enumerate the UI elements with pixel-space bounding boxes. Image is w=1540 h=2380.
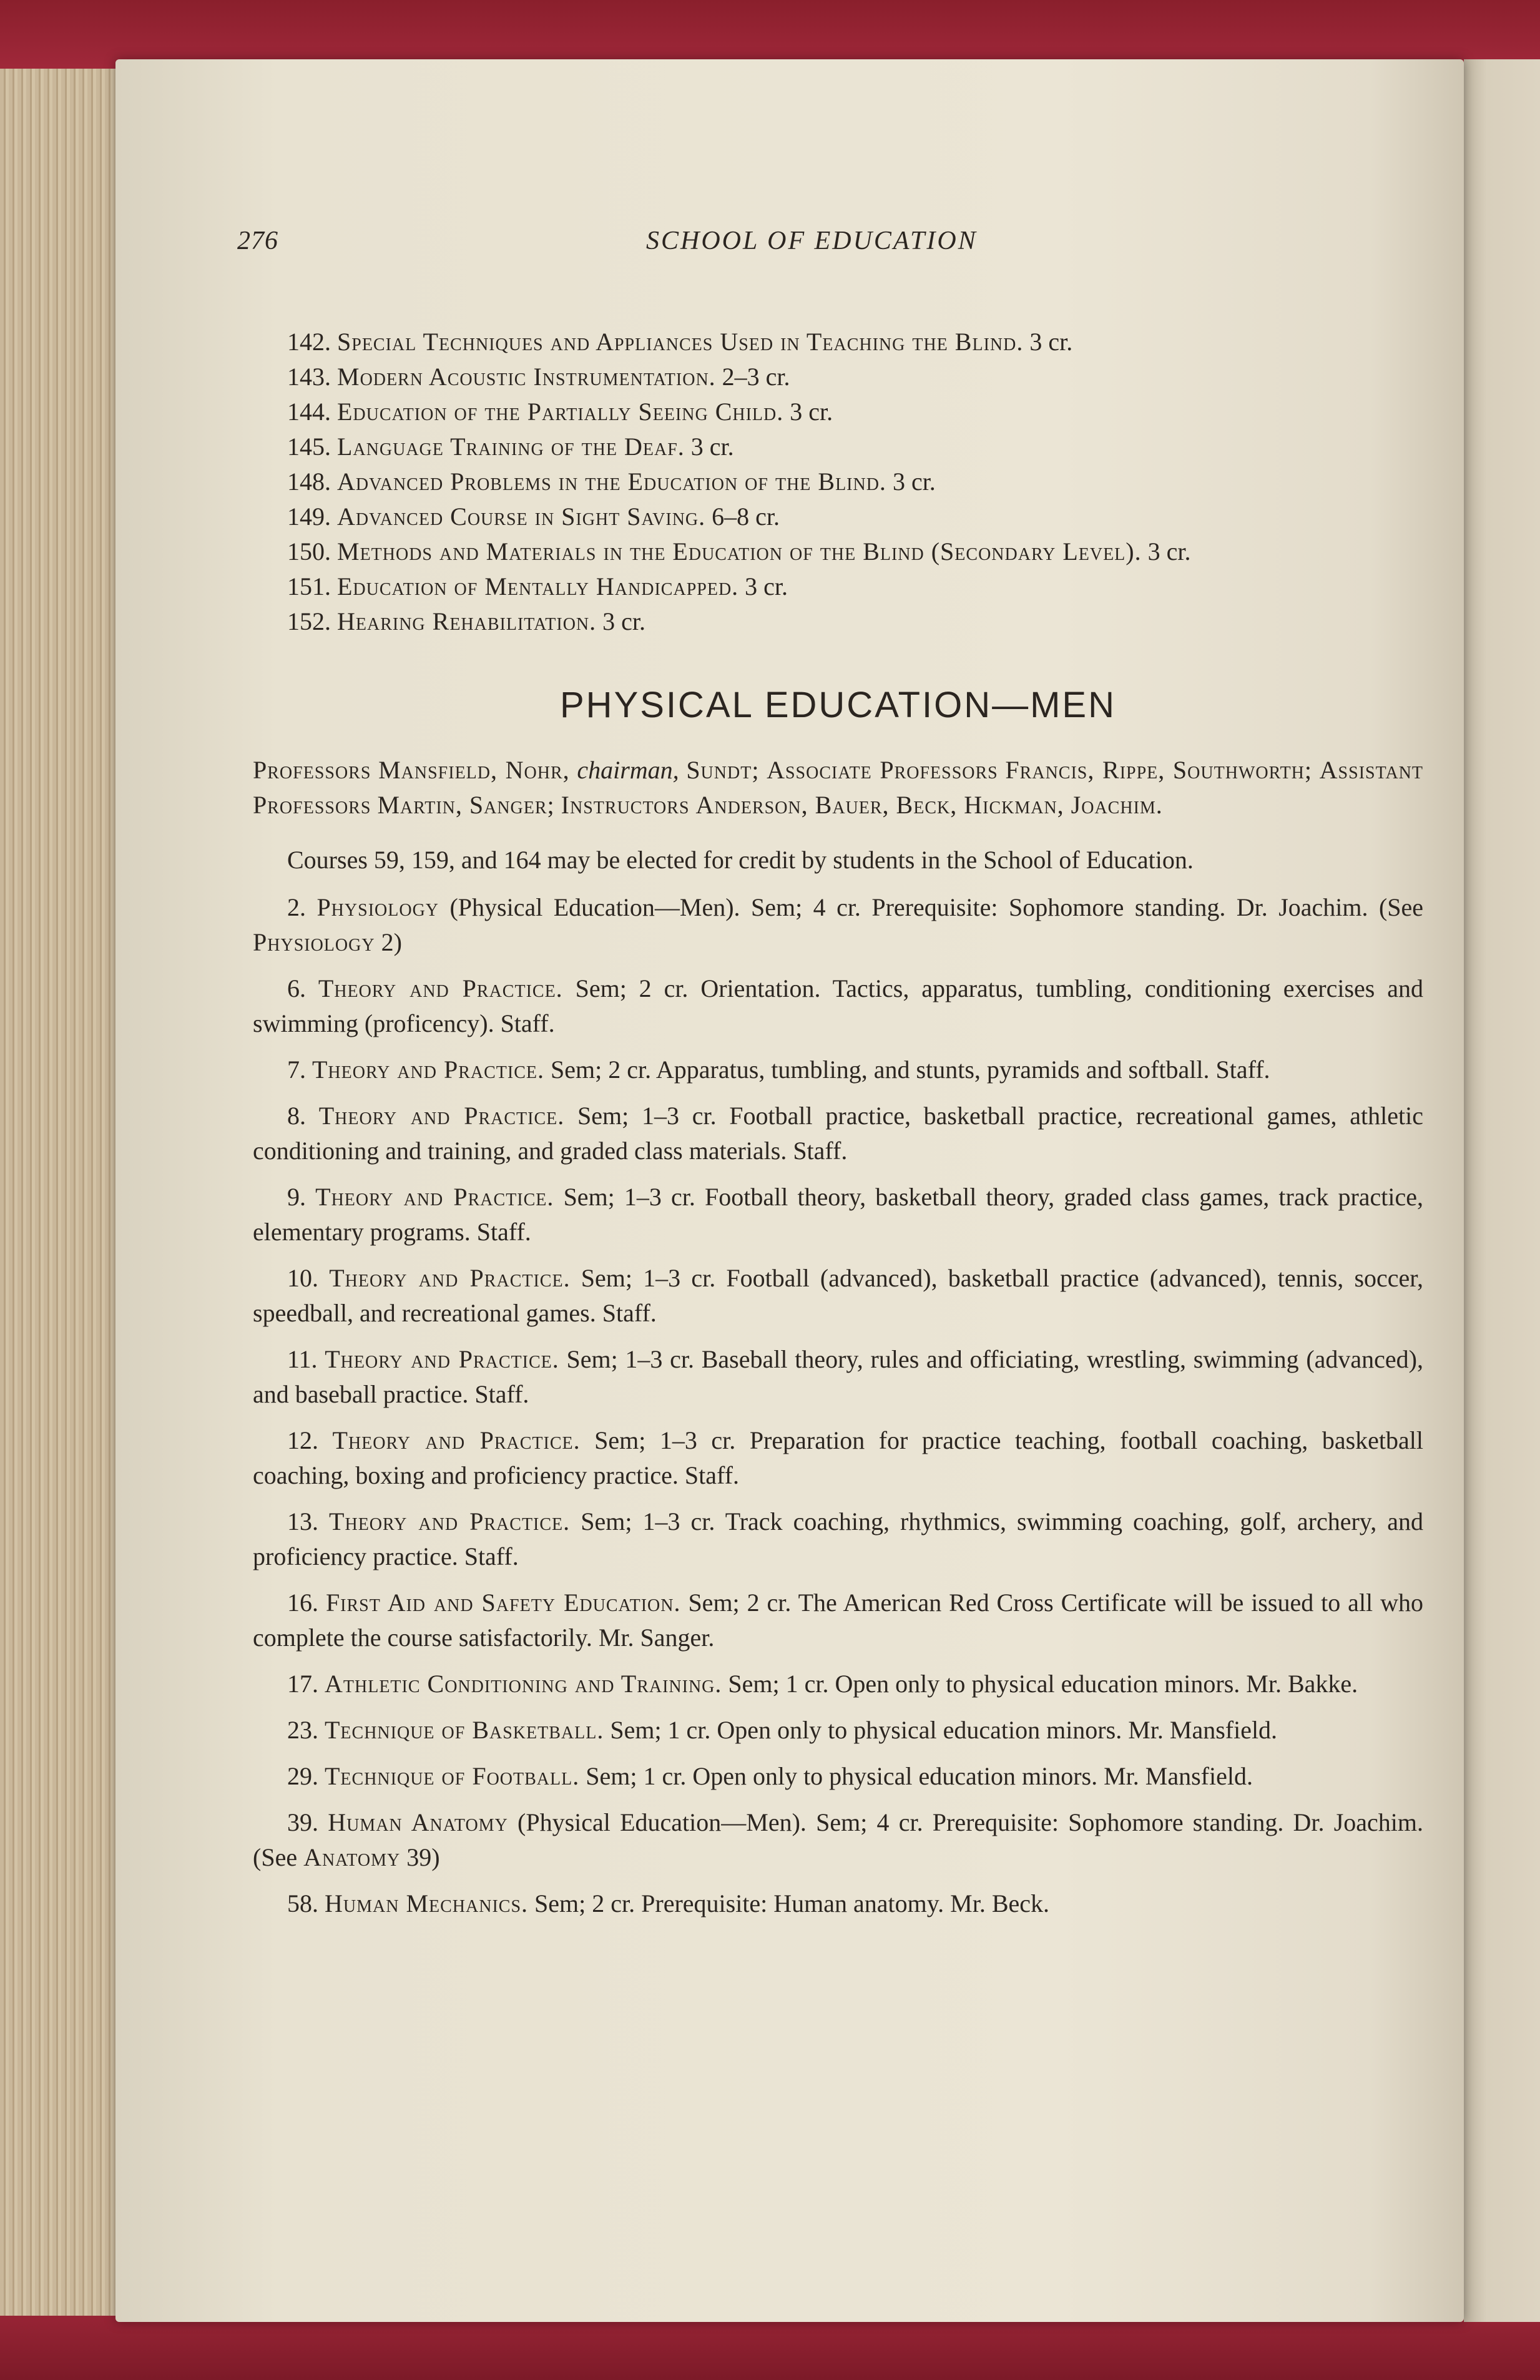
course-title: Advanced Course in Sight Saving. — [337, 502, 706, 531]
course-description: (Physical Education—Men). Sem; 4 cr. Prerequisite: Sophomore standing. Dr. Joachim. (See — [253, 1808, 1424, 1871]
course-title: Theory and Practice. — [332, 1426, 581, 1454]
list-item — [253, 604, 1423, 639]
course-number: 143. — [287, 363, 331, 391]
course-title: Athletic Conditioning and Training. — [325, 1670, 722, 1698]
course-reference: Anatomy — [303, 1843, 401, 1871]
course-title: Theory and Practice. — [329, 1507, 571, 1535]
course-credits: 3 cr. — [1029, 328, 1073, 356]
running-head — [237, 226, 1423, 263]
course-number: 142. — [287, 328, 331, 356]
facing-page-bleed — [1464, 59, 1540, 359]
course-title: Theory and Practice. — [312, 1055, 545, 1084]
course-description: Sem; 2 cr. Apparatus, tumbling, and stunts, pyramids and softball. Staff. — [551, 1055, 1270, 1084]
course-number: 6. — [287, 974, 306, 1002]
list-item — [253, 429, 1423, 464]
course-number: 23. — [287, 1716, 318, 1744]
course-reference-number: 39) — [406, 1843, 440, 1871]
list-item — [253, 1261, 1423, 1331]
list-item — [253, 325, 1423, 360]
faculty-label: Associate Professors — [767, 756, 998, 784]
course-title: Technique of Football. — [325, 1762, 580, 1790]
course-number: 2. — [287, 893, 306, 921]
list-item — [253, 1759, 1423, 1794]
course-number: 7. — [287, 1055, 306, 1084]
course-number: 150. — [287, 537, 331, 566]
course-title: Technique of Basketball. — [325, 1716, 604, 1744]
course-number: 58. — [287, 1889, 318, 1917]
facing-page-edge — [1464, 59, 1540, 2322]
page-number: 276 — [237, 227, 278, 255]
course-credits: 3 cr. — [602, 607, 646, 635]
course-description: Sem; 1–3 cr. Track coaching, rhythmics, swimming coaching, golf, archery, and proficiency practice. Staff. — [253, 1507, 1423, 1570]
list-item — [253, 1713, 1423, 1748]
course-title: Human Anatomy — [328, 1808, 508, 1836]
page-content — [253, 325, 1423, 1932]
faculty-names: Anderson, Bauer, Beck, Hickman, Joachim. — [695, 791, 1163, 819]
list-item — [253, 1886, 1423, 1921]
list-item — [253, 1052, 1423, 1087]
list-item — [253, 569, 1423, 604]
faculty-names: Francis, Rippe, Southworth; — [1005, 756, 1313, 784]
course-number: 13. — [287, 1507, 318, 1535]
faculty-label: Assistant Professors — [253, 756, 1424, 819]
course-title: Theory and Practice. — [318, 974, 563, 1002]
course-credits: 6–8 cr. — [712, 502, 780, 531]
course-description: Sem; 1 cr. Open only to physical education minors. Mr. Mansfield. — [610, 1716, 1278, 1744]
course-description: Sem; 1–3 cr. Football practice, basketball practice, recreational games, athletic conditioning and training, and graded class materials. Staff. — [253, 1102, 1424, 1165]
course-title: Education of Mentally Handicapped. — [337, 572, 739, 600]
course-credits: 3 cr. — [790, 398, 833, 426]
course-description: Sem; 1 cr. Open only to physical education minors. Mr. Bakke. — [728, 1670, 1358, 1698]
course-title: Theory and Practice. — [318, 1102, 565, 1130]
list-item — [253, 1504, 1423, 1574]
course-title: Physiology — [316, 893, 439, 921]
course-title: Human Mechanics. — [325, 1889, 529, 1917]
course-title: Methods and Materials in the Education of the Blind (Secondary Level). — [337, 537, 1142, 566]
list-item — [253, 1805, 1423, 1875]
list-item — [253, 1423, 1423, 1493]
faculty-names: Sundt; — [686, 756, 760, 784]
course-credits: 3 cr. — [892, 468, 936, 496]
faculty-names: Mansfield, Nohr, — [378, 756, 570, 784]
course-number: 17. — [287, 1670, 318, 1698]
list-item — [253, 360, 1423, 394]
course-title: Theory and Practice. — [329, 1264, 571, 1292]
list-item — [253, 1342, 1423, 1412]
course-title: Education of the Partially Seeing Child. — [337, 398, 784, 426]
book-cover-top — [0, 0, 1540, 69]
list-item — [253, 1180, 1423, 1250]
course-reference-number: 2) — [381, 928, 402, 956]
course-description: Sem; 2 cr. Prerequisite: Human anatomy. Mr. Beck. — [534, 1889, 1050, 1917]
course-number: 8. — [287, 1102, 306, 1130]
course-title: Modern Acoustic Instrumentation. — [337, 363, 716, 391]
course-number: 39. — [287, 1808, 318, 1836]
list-item — [253, 394, 1423, 429]
list-item — [253, 890, 1423, 960]
course-reference: Physiology — [253, 928, 375, 956]
course-description: Sem; 1–3 cr. Preparation for practice teaching, football coaching, basketball coaching, boxing and proficiency practice. Staff. — [253, 1426, 1423, 1489]
course-title: Language Training of the Deaf. — [337, 433, 685, 461]
course-number: 10. — [287, 1264, 318, 1292]
course-credits: 3 cr. — [1147, 537, 1191, 566]
course-number: 12. — [287, 1426, 318, 1454]
list-item — [253, 1099, 1423, 1168]
list-item — [253, 971, 1423, 1041]
course-number: 145. — [287, 433, 331, 461]
running-title: SCHOOL OF EDUCATION — [646, 227, 978, 255]
course-number: 9. — [287, 1183, 306, 1211]
course-number: 148. — [287, 468, 331, 496]
course-credits: 2–3 cr. — [722, 363, 790, 391]
faculty-label: Instructors — [561, 791, 690, 819]
course-credits: 3 cr. — [745, 572, 788, 600]
blind-course-list — [253, 325, 1423, 639]
course-description: (Physical Education—Men). Sem; 4 cr. Prerequisite: Sophomore standing. Dr. Joachim. (See — [449, 893, 1424, 921]
course-description: Sem; 1–3 cr. Football (advanced), basketball practice (advanced), tennis, soccer, speedball, and recreational games. Staff. — [253, 1264, 1423, 1327]
page-stack-edge — [0, 69, 127, 2316]
course-number: 11. — [287, 1345, 318, 1373]
elective-note: Courses 59, 159, and 164 may be elected for credit by students in the School of Education. — [287, 846, 1194, 874]
course-number: 29. — [287, 1762, 318, 1790]
list-item — [253, 1667, 1423, 1702]
course-title: Special Techniques and Appliances Used in Teaching the Blind. — [337, 328, 1024, 356]
course-description: Sem; 1–3 cr. Baseball theory, rules and officiating, wrestling, swimming (advanced), and baseball practice. Staff. — [253, 1345, 1424, 1408]
course-description: Sem; 1–3 cr. Football theory, basketball theory, graded class games, track practice, elementary programs. Staff. — [253, 1183, 1424, 1246]
course-number: 144. — [287, 398, 331, 426]
course-title: Theory and Practice. — [315, 1183, 554, 1211]
course-description: Sem; 2 cr. Orientation. Tactics, apparatus, tumbling, conditioning exercises and swimming (proficency). Staff. — [253, 974, 1424, 1037]
course-credits: 3 cr. — [690, 433, 734, 461]
course-title: First Aid and Safety Education. — [325, 1589, 681, 1617]
list-item — [253, 534, 1423, 569]
course-title: Hearing Rehabilitation. — [337, 607, 597, 635]
chairman-label: chairman, — [577, 756, 679, 784]
course-title: Advanced Problems in the Education of the Blind. — [337, 468, 886, 496]
course-title: Theory and Practice. — [325, 1345, 559, 1373]
list-item — [253, 499, 1423, 534]
course-number: 151. — [287, 572, 331, 600]
faculty-label: Professors — [253, 756, 371, 784]
course-number: 149. — [287, 502, 331, 531]
course-number: 152. — [287, 607, 331, 635]
course-number: 16. — [287, 1589, 318, 1617]
faculty-list — [253, 753, 1423, 823]
list-item — [253, 1585, 1423, 1655]
course-description: Sem; 1 cr. Open only to physical education minors. Mr. Mansfield. — [586, 1762, 1253, 1790]
list-item — [253, 464, 1423, 499]
faculty-names: Martin, Sanger; — [377, 791, 555, 819]
course-list — [253, 890, 1423, 1921]
section-heading: PHYSICAL EDUCATION—MEN — [560, 685, 1116, 725]
course-description: Sem; 2 cr. The American Red Cross Certificate will be issued to all who complete the course satisfactorily. Mr. Sanger. — [253, 1589, 1423, 1652]
